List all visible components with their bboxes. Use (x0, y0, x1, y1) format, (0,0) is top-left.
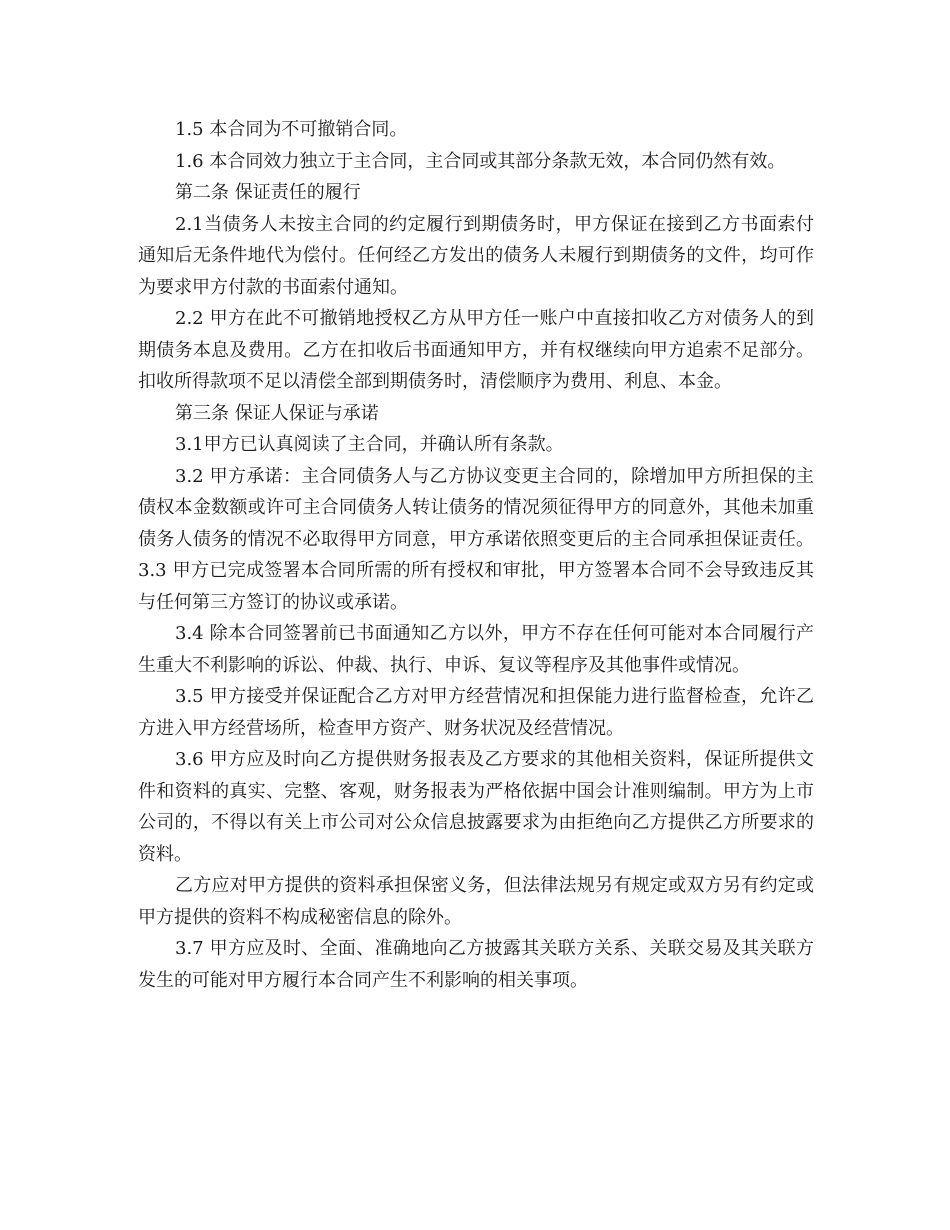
article-3-heading: 第三条 保证人保证与承诺 (175, 402, 379, 424)
clause-2-1: 2.1当债务人未按主合同的约定履行到期债务时，甲方保证在接到乙方书面索付通知后无条件地代为偿付。任何经乙方发出的债务人未履行到期债务的文件，均可作为要求甲方付款的书面索付通知。 (138, 213, 814, 298)
article-2-heading: 第二条 保证责任的履行 (175, 182, 361, 203)
clause-3-4: 3.4 除本合同签署前已书面通知乙方以外，甲方不存在任何可能对本合同履行产生重大不利影响的诉讼、仲裁、执行、申诉、复议等程序及其他事件或情况。 (138, 623, 814, 676)
clause-3-6: 3.6 甲方应及时向乙方提供财务报表及乙方要求的其他相关资料，保证所提供文件和资料的真实、完整、客观，财务报表为严格依据中国会计准则编制。甲方为上市公司的，不得以有关上市公司对公众信息披露要求为由拒绝向乙方提供乙方所要求的资料。 (138, 749, 814, 865)
clause-1-5: 1.5 本合同为不可撤销合同。 (175, 119, 408, 140)
clause-2-2: 2.2 甲方在此不可撤销地授权乙方从甲方任一账户中直接扣收乙方对债务人的到期债务本息及费用。乙方在扣收后书面通知甲方，并有权继续向甲方追索不足部分。扣收所得款项不足以清偿全部到期债务时，清偿顺序为费用、利息、本金。 (138, 308, 814, 392)
clause-3-5: 3.5 甲方接受并保证配合乙方对甲方经营情况和担保能力进行监督检查，允许乙方进入甲方经营场所，检查甲方资产、财务状况及经营情况。 (138, 686, 814, 739)
clause-3-7: 3.7 甲方应及时、全面、准确地向乙方披露其关联方关系、关联交易及其关联方发生的可能对甲方履行本合同产生不利影响的相关事项。 (138, 938, 814, 991)
clause-3-1: 3.1甲方已认真阅读了主合同，并确认所有条款。 (175, 434, 564, 455)
document-page (138, 114, 814, 996)
clause-3-2: 3.2 甲方承诺：主合同债务人与乙方协议变更主合同的，除增加甲方所担保的主债权本金数额或许可主合同债务人转让债务的情况须征得甲方的同意外，其他未加重债务人债务的情况不必取得甲方同意，甲方承诺依照变更后的主合同承担保证责任。3.3 甲方已完成签署本合同所需的所有授权和审批，甲方签署本合同不会导致违反其与任何第三方签订的协议或承诺。 (138, 465, 814, 613)
clause-1-6: 1.6 本合同效力独立于主合同，主合同或其部分条款无效，本合同仍然有效。 (175, 150, 786, 172)
clause-confidentiality: 乙方应对甲方提供的资料承担保密义务，但法律法规另有规定或双方另有约定或甲方提供的资料不构成秘密信息的除外。 (138, 875, 814, 928)
